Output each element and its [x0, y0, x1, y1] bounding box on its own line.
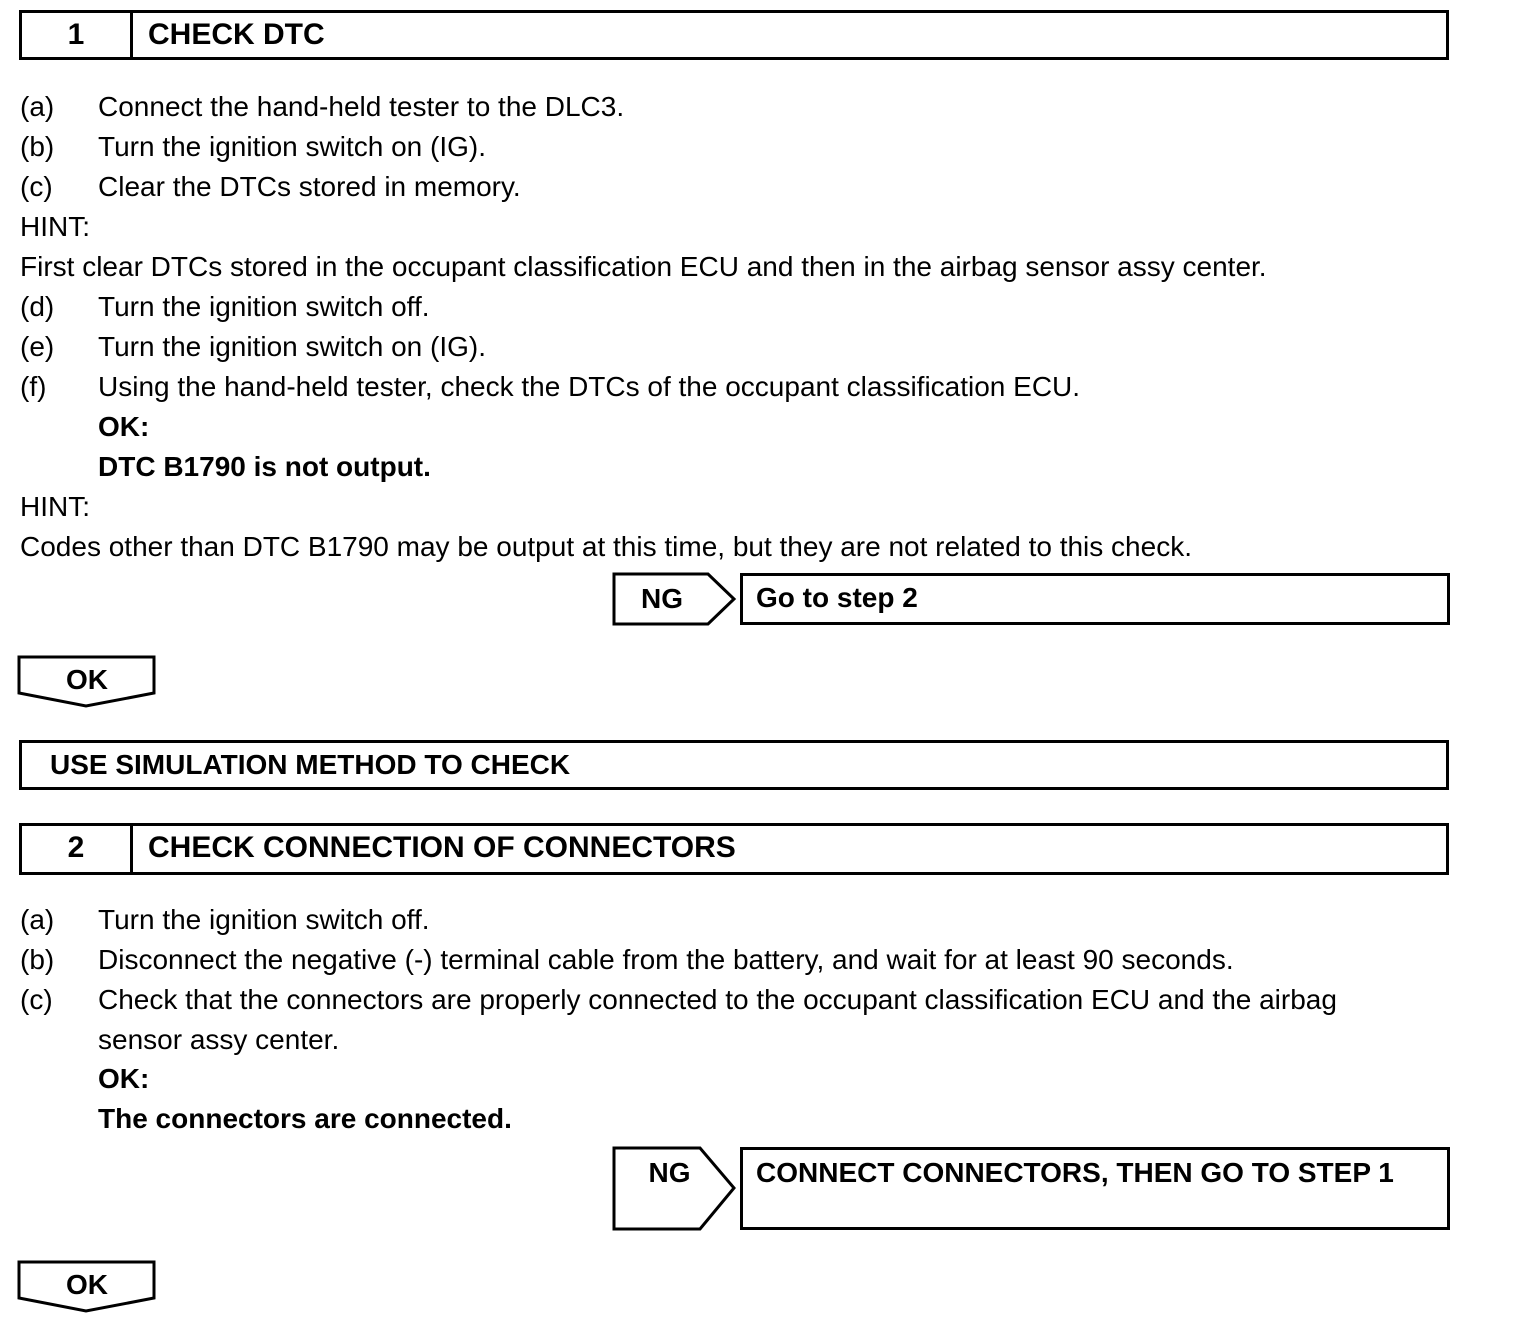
step-1-item-e-text: Turn the ignition switch on (IG). [98, 331, 487, 362]
step-1-item-c-text: Clear the DTCs stored in memory. [98, 171, 521, 202]
step-2-ok-arrow-label: OK [66, 1269, 108, 1300]
step-2-ng-label: NG [648, 1157, 691, 1188]
step-1-ng-result-text: Go to step 2 [756, 582, 918, 613]
step-1-header [19, 10, 1449, 60]
step-2-ng-result-text: CONNECT CONNECTORS, THEN GO TO STEP 1 [756, 1157, 1394, 1188]
step-2-ok-text: The connectors are connected. [98, 1103, 512, 1134]
step-1-ok-text: DTC B1790 is not output. [98, 451, 431, 482]
step-1-ok-label: OK: [98, 411, 150, 442]
step-2-item-c-text: Check that the connectors are properly connected to the occupant classification ECU and the airbag [98, 984, 1337, 1015]
step-2-ng-result-box [740, 1147, 1450, 1230]
step-1-title: CHECK DTC [148, 18, 325, 51]
step-1-hint-2-text: Codes other than DTC B1790 may be output at this time, but they are not related to this check. [20, 531, 1192, 562]
step-1-ng-result-box [740, 573, 1450, 625]
step-1-item-b-label: (b) [20, 131, 55, 162]
step-2-title: CHECK CONNECTION OF CONNECTORS [148, 831, 736, 864]
step-1-item-f-label: (f) [20, 371, 47, 402]
step-2-item-c-text-cont: sensor assy center. [98, 1024, 340, 1055]
step-1-item-e-label: (e) [20, 331, 55, 362]
step-2-number: 2 [22, 826, 133, 872]
step-1-number: 1 [22, 13, 133, 57]
step-1-ok-arrow-label: OK [66, 664, 108, 695]
step-1-item-d-label: (d) [20, 291, 55, 322]
step-2-item-b-text: Disconnect the negative (-) terminal cable from the battery, and wait for at least 90 seconds. [98, 944, 1234, 975]
step-1-item-b-text: Turn the ignition switch on (IG). [98, 131, 487, 162]
step-2-item-c-label: (c) [20, 984, 53, 1015]
step-1-item-a-label: (a) [20, 91, 55, 122]
step-1-item-d-text: Turn the ignition switch off. [98, 291, 430, 322]
step-1-item-c-label: (c) [20, 171, 53, 202]
step-1-ng-label: NG [641, 583, 683, 614]
step-2-header [19, 823, 1449, 875]
step-2-item-a-text: Turn the ignition switch off. [98, 904, 430, 935]
simulation-title: USE SIMULATION METHOD TO CHECK [50, 749, 571, 780]
step-2-item-b-label: (b) [20, 944, 55, 975]
step-1-hint-1-text: First clear DTCs stored in the occupant classification ECU and then in the airbag sensor assy center. [20, 251, 1267, 282]
step-1-hint-2-label: HINT: [20, 491, 90, 522]
step-2-ok-label: OK: [98, 1063, 150, 1094]
simulation-box [19, 740, 1449, 790]
step-1-item-f-text: Using the hand-held tester, check the DTCs of the occupant classification ECU. [98, 371, 1081, 402]
step-2-item-a-label: (a) [20, 904, 55, 935]
step-1-item-a-text: Connect the hand-held tester to the DLC3. [98, 91, 625, 122]
step-1-hint-1-label: HINT: [20, 211, 90, 242]
